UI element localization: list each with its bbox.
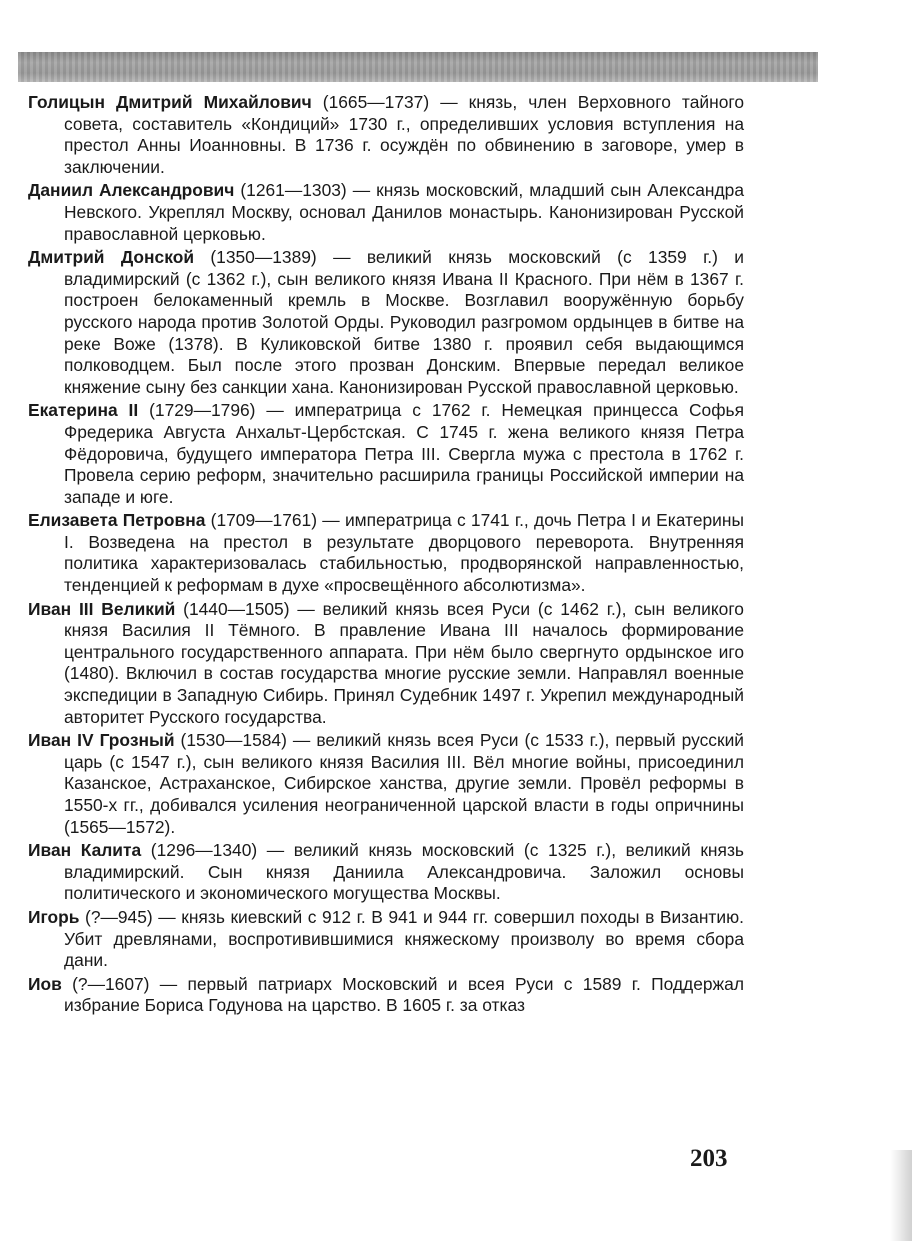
entry-text: (?—1607) — первый патриарх Московский и всея Руси с 1589 г. Поддержал избрание Бориса Годунова на царство. В 1605 г. за отказ [61, 973, 744, 1016]
entry-text: (1729—1796) — императрица с 1762 г. Немецкая принцесса Софья Фредерика Августа Анхальт-Цербстская. С 1745 г. жена великого князя Петра Фёдоровича, будущего императора Петра III. Свергла мужа с престола в 1762 г. Провела серию реформ, значительно расширила границы Российской империи на западе и юге. [64, 400, 744, 507]
header-band [18, 52, 818, 82]
entry-text: (1530—1584) — великий князь всея Руси (с 1533 г.), первый русский царь (с 1547 г.), сын великого князя Василия III. Вёл многие войны, присоединил Казанское, Астраханское, Сибирское ханства, другие земли. Провёл реформы в 1550-х гг., добивался усиления неограниченной царской власти в годы опричнины (1565—1572). [64, 730, 744, 837]
entry-text: (1440—1505) — великий князь всея Руси (с 1462 г.), сын великого князя Василия II Тёмного. В правление Ивана III началось формирование центрального государственного аппарата. При нём было свергнуто ордынское иго (1480). Включил в состав государства многие русские земли. Направлял военные экспедиции в Западную Сибирь. Принял Судебник 1497 г. Укрепил международный авторитет Русского государства. [64, 598, 744, 727]
page-number: 203 [690, 1145, 728, 1172]
entry-name: Елизавета Петровна [28, 510, 206, 531]
entry-text: (1296—1340) — великий князь московский (с 1325 г.), великий князь владимирский. Сын князя Даниила Александровича. Заложил основы политического и экономического могущества Москвы. [64, 840, 744, 904]
entry-name: Иов [28, 973, 62, 994]
entry-catherine-ii [28, 400, 744, 508]
entry-name: Игорь [28, 906, 80, 927]
entry-name: Даниил Александрович [28, 180, 235, 201]
entry-elizabeth [28, 510, 744, 596]
entry-name: Екатерина II [28, 400, 139, 421]
entry-ivan-iv [28, 730, 744, 838]
entry-igor [28, 907, 744, 972]
entry-name: Иван Калита [28, 840, 142, 861]
entry-daniil [28, 180, 744, 245]
entry-text: (?—945) — князь киевский с 912 г. В 941 и 944 гг. совершил походы в Византию. Убит древлянами, воспротивившимися княжескому произволу во время сбора дани. [64, 906, 744, 971]
entry-golitsyn [28, 92, 744, 178]
entry-text: (1709—1761) — императрица с 1741 г., дочь Петра I и Екатерины I. Возведена на престол в результате дворцового переворота. Внутренняя политика характеризовалась стабильностью, продворянской направленностью, тенденцией к реформам в духе «просвещённого абсолютизма». [64, 510, 744, 596]
entry-iov [28, 974, 744, 1017]
entry-ivan-iii [28, 599, 744, 729]
entry-name: Иван III Великий [28, 598, 176, 619]
page-edge-shadow [890, 1150, 912, 1241]
entries-list [28, 92, 744, 1019]
entry-name: Дмитрий Донской [28, 247, 195, 268]
entry-text: (1665—1737) — князь, член Верховного тайного совета, составитель «Кондиций» 1730 г., определивших условия вступления на престол Анны Иоанновны. В 1736 г. осуждён по обвинению в заговоре, умер в заключении. [64, 92, 744, 177]
entry-text: (1350—1389) — великий князь московский (с 1359 г.) и владимирский (с 1362 г.), сын великого князя Ивана II Красного. При нём в 1367 г. построен белокаменный кремль в Москве. Возглавил вооружённую борьбу русского народа против Золотой Орды. Руководил разгромом ордынцев в битве на реке Воже (1378). В Куликовской битве 1380 г. проявил себя выдающимся полководцем. Был после этого прозван Донским. Впервые передал великое княжение сыну без санкции хана. Канонизирован Русской православной церковью. [64, 247, 744, 397]
entry-dmitry-donskoy [28, 247, 744, 398]
entry-text: (1261—1303) — князь московский, младший сын Александра Невского. Укреплял Москву, основал Данилов монастырь. Канонизирован Русской православной церковью. [64, 180, 744, 244]
entry-name: Иван IV Грозный [28, 730, 175, 751]
entry-name: Голицын Дмитрий Михайлович [28, 92, 312, 112]
entry-ivan-kalita [28, 840, 744, 905]
